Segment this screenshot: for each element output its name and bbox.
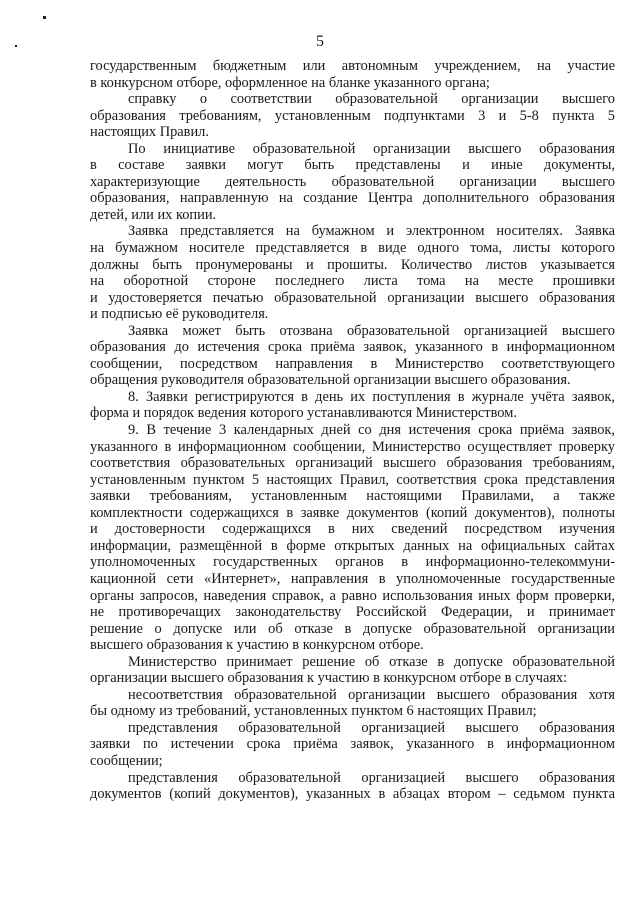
text-line: форма и порядок ведения которого устанавливаются Министерством. <box>90 405 517 422</box>
text-line: соответствия образовательных организаций высшего образования требованиям, <box>90 455 615 472</box>
text-line: заявки требованиям, установленным настоящими Правилами, а также <box>90 488 615 505</box>
paragraph <box>90 58 615 91</box>
text-line: По инициативе образовательной организации высшего образования <box>128 140 615 157</box>
text-line: образования требованиям, установленным подпунктами 3 и 5-8 пункта 5 <box>90 107 615 124</box>
text-line: обращения руководителя образовательной организации высшего образования. <box>90 372 571 389</box>
text-line: информации, размещённой в форме открытых данных на официальных сайтах <box>90 537 615 554</box>
text-line: решение о допуске или об отказе в допуске образовательной организации <box>90 620 615 637</box>
text-line: должны быть пронумерованы и прошиты. Количество листов указывается <box>90 256 615 273</box>
text-line: Заявка представляется на бумажном и электронном носителях. Заявка <box>128 223 615 240</box>
text-line: детей, или их копии. <box>90 206 217 223</box>
text-line: комплектности содержащихся в заявке документов (копий документов), полноты <box>90 504 615 521</box>
text-line: образования, направленную на создание Центра дополнительного образования <box>90 190 615 207</box>
text-line: кационной сети «Интернет», направления в уполномоченные государственные <box>90 570 615 587</box>
text-line: несоответствия образовательной организации высшего образования хотя <box>128 686 615 703</box>
text-line: на оборотной стороне последнего листа тома на месте прошивки <box>90 273 615 290</box>
paragraph <box>90 389 615 422</box>
paragraph <box>90 770 615 803</box>
text-line: сообщении, посредством направления в Министерство соответствующего <box>90 355 615 372</box>
text-line: Министерство принимает решение об отказе в допуске образовательной <box>128 653 615 670</box>
text-line: в составе заявки могут быть представлены и иные документы, <box>90 157 615 174</box>
text-line: представления образовательной организацией высшего образования <box>128 769 615 786</box>
text-line: организации высшего образования к участию в конкурсном отборе в случаях: <box>90 670 568 687</box>
scan-mark-top <box>43 16 46 19</box>
text-line: органы запросов, наведения справок, а равно использования иных форм проверки, <box>90 587 615 604</box>
text-line: представления образовательной организацией высшего образования <box>128 719 615 736</box>
text-line: образования до истечения срока приёма заявок, указанного в информационном <box>90 339 615 356</box>
paragraph <box>90 720 615 770</box>
text-line: характеризующие деятельность образовательной организации высшего <box>90 173 615 190</box>
paragraph <box>90 323 615 389</box>
text-line: бы одному из требований, установленных пунктом 6 настоящих Правил; <box>90 703 537 720</box>
paragraph <box>90 141 615 224</box>
text-line: 8. Заявки регистрируются в день их поступления в журнале учёта заявок, <box>128 388 615 405</box>
text-line: справку о соответствии образовательной организации высшего <box>128 91 615 108</box>
text-line: документов (копий документов), указанных в абзацах втором – седьмом пункта <box>90 786 615 803</box>
text-line: заявки по истечении срока приёма заявок, указанного в информационном <box>90 736 615 753</box>
text-line: государственным бюджетным или автономным учреждением, на участие <box>90 58 615 74</box>
text-line: не противоречащих законодательству Российской Федерации, и принимает <box>90 604 615 621</box>
text-line: настоящих Правил. <box>90 124 209 141</box>
text-line: на бумажном носителе представляется в виде одного тома, листы которого <box>90 240 615 257</box>
text-line: и подписью её руководителя. <box>90 306 269 323</box>
text-line: и удостоверяется печатью образовательной организации высшего образования <box>90 289 615 306</box>
text-line: сообщении; <box>90 752 163 769</box>
paragraph <box>90 422 615 654</box>
text-line: Заявка может быть отозвана образовательной организацией высшего <box>128 322 615 339</box>
paragraph <box>90 91 615 141</box>
text-line: в конкурсном отборе, оформленное на бланке указанного органа; <box>90 74 490 91</box>
page-number: 5 <box>316 33 324 50</box>
text-line: установленным пунктом 5 настоящих Правил, соответствия срока представления <box>90 471 615 488</box>
text-line: 9. В течение 3 календарных дней со дня истечения срока приёма заявок, <box>128 422 615 439</box>
text-line: указанного в информационном сообщении, Министерство осуществляет проверку <box>90 438 615 455</box>
paragraph <box>90 654 615 687</box>
paragraph <box>90 687 615 720</box>
text-line: высшего образования к участию в конкурсном отборе. <box>90 637 424 654</box>
text-line: и достоверности содержащихся в них сведений посредством изучения <box>90 521 615 538</box>
text-line: уполномоченных государственных органов в информационно-телекоммуни- <box>90 554 615 571</box>
paragraph <box>90 223 615 322</box>
document-body <box>90 58 615 803</box>
